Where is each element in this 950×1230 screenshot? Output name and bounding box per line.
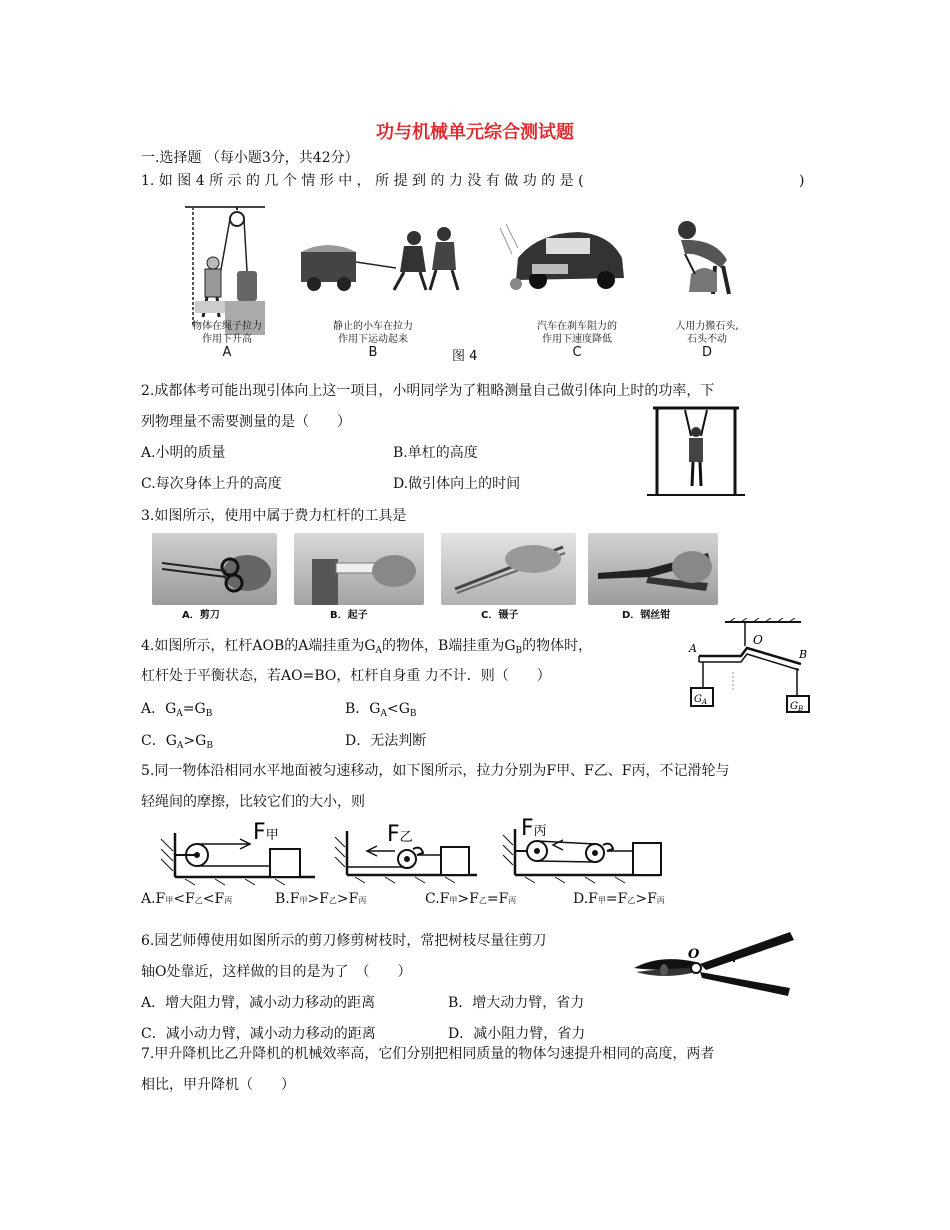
question-1-text: 1. 如 图 4 所 示 的 几 个 情 形 中 ， 所 提 到 的 力 没 有 做 功 的 是 ( (141, 173, 584, 189)
question-2-line-2: 列物理量不需要测量的是（ ） (141, 414, 351, 430)
weight-label-gb: $G_B$ (790, 701, 804, 713)
question-6-option-d: D．减小阻力臂，省力 (448, 1026, 586, 1042)
figure-a-lifting-image (185, 205, 265, 335)
tool-photo-pliers (588, 533, 718, 605)
page-title: 功与机械单元综合测试题 (376, 122, 574, 143)
tool-photo-bottle-opener (294, 533, 424, 605)
weight-label-ga: $G_A$ (694, 694, 708, 706)
lever-label-o: O (753, 633, 763, 647)
figure-c-car-image (498, 218, 633, 298)
section-heading: 一.选择题 （每小题3分，共42分） (141, 150, 359, 166)
question-4-option-c: C．$G_A>G_B$ (141, 733, 213, 751)
force-label-yi: F乙 (387, 822, 413, 847)
question-1-close-paren: ) (799, 173, 805, 189)
question-5-option-c: C.F甲>F乙=F丙 (425, 891, 517, 907)
question-6-option-b: B．增大动力臂，省力 (448, 995, 585, 1011)
question-4-option-a: A．$G_A=G_B$ (141, 701, 213, 719)
question-6-option-a: A．增大阻力臂，减小动力移动的距离 (141, 995, 376, 1011)
question-4-option-d: D．无法判断 (345, 733, 427, 749)
question-4-line-1: 4.如图所示，杠杆AOB的A端挂重为$G_A$的物体，B端挂重为$G_B$的物体时， (141, 638, 593, 656)
question-2-option-a: A.小明的质量 (141, 445, 226, 461)
figure-4-label: 图 4 (452, 349, 478, 364)
tool-photo-scissors (152, 533, 277, 605)
question-5-option-d: D.F甲=F乙>F丙 (573, 891, 665, 907)
question-5-option-b: B.F甲>F乙>F丙 (275, 891, 367, 907)
figure-c-caption: 汽车在刹车阻力的 作用下速度降低 C (537, 321, 617, 360)
pull-up-bar-figure (645, 406, 745, 498)
question-4-option-b: B．$G_A<G_B$ (345, 701, 417, 719)
question-4-line-2: 杠杆处于平衡状态，若AO=BO，杠杆自身重 力不计．则（ ） (141, 668, 551, 684)
question-3-text: 3.如图所示，使用中属于费力杠杆的工具是 (141, 508, 407, 524)
tool-caption-c: C．镊子 (481, 610, 519, 621)
question-5-option-a: A.F甲<F乙<F丙 (141, 891, 233, 907)
pulley-diagram-bing (503, 817, 661, 883)
question-2-option-b: B.单杠的高度 (393, 445, 478, 461)
question-2-line-1: 2.成都体考可能出现引体向上这一项目，小明同学为了粗略测量自己做引体向上时的功率，下 (141, 383, 715, 399)
tool-caption-d: D．钢丝钳 (622, 610, 671, 621)
lever-label-a: A (689, 642, 697, 655)
question-5-line-2: 轻绳间的摩擦，比较它们的大小，则 (141, 794, 365, 810)
question-6-option-c: C．减小动力臂，减小动力移动的距离 (141, 1026, 376, 1042)
question-2-option-d: D.做引体向上的时间 (393, 476, 521, 492)
pulley-diagram-yi (335, 822, 477, 883)
force-label-jia: F甲 (253, 820, 279, 845)
figure-d-caption: 人用力搬石头, 石头不动 D (675, 321, 739, 360)
question-2-option-c: C.每次身体上升的高度 (141, 476, 282, 492)
pulley-diagram-jia (161, 820, 315, 885)
question-6-line-2: 轴O处靠近，这样做的目的是为了 （ ） (141, 964, 412, 980)
tool-caption-b: B．起子 (330, 610, 368, 621)
pulley-diagrams (155, 817, 670, 887)
question-7-line-1: 7.甲升降机比乙升降机的机械效率高，它们分别把相同质量的物体匀速提升相同的高度，两者 (141, 1046, 715, 1062)
question-5-line-1: 5.同一物体沿相同水平地面被匀速移动，如下图所示，拉力分别为F甲、F乙、F丙，不记滑轮与 (141, 763, 730, 779)
lever-label-b: B (799, 648, 808, 661)
figure-b-caption: 静止的小车在拉力 作用下运动起来 B (333, 321, 413, 360)
figure-d-rock-image (655, 218, 755, 298)
figure-b-cart-image (296, 222, 471, 302)
pruning-shears-figure (630, 928, 800, 998)
question-7-line-2: 相比，甲升降机（ ） (141, 1077, 295, 1093)
tool-photo-tweezers (441, 533, 576, 605)
force-label-bing: F丙 (521, 817, 547, 841)
tool-caption-a: A．剪刀 (182, 610, 220, 621)
figure-a-caption: 物体在绳子拉力 作用下升高 A (192, 321, 262, 360)
question-6-line-1: 6.园艺师傅使用如图所示的剪刀修剪树枝时，常把树枝尽量往剪刀 (141, 933, 547, 949)
shears-pivot-label: O (688, 947, 700, 962)
lever-diagram (685, 618, 815, 718)
